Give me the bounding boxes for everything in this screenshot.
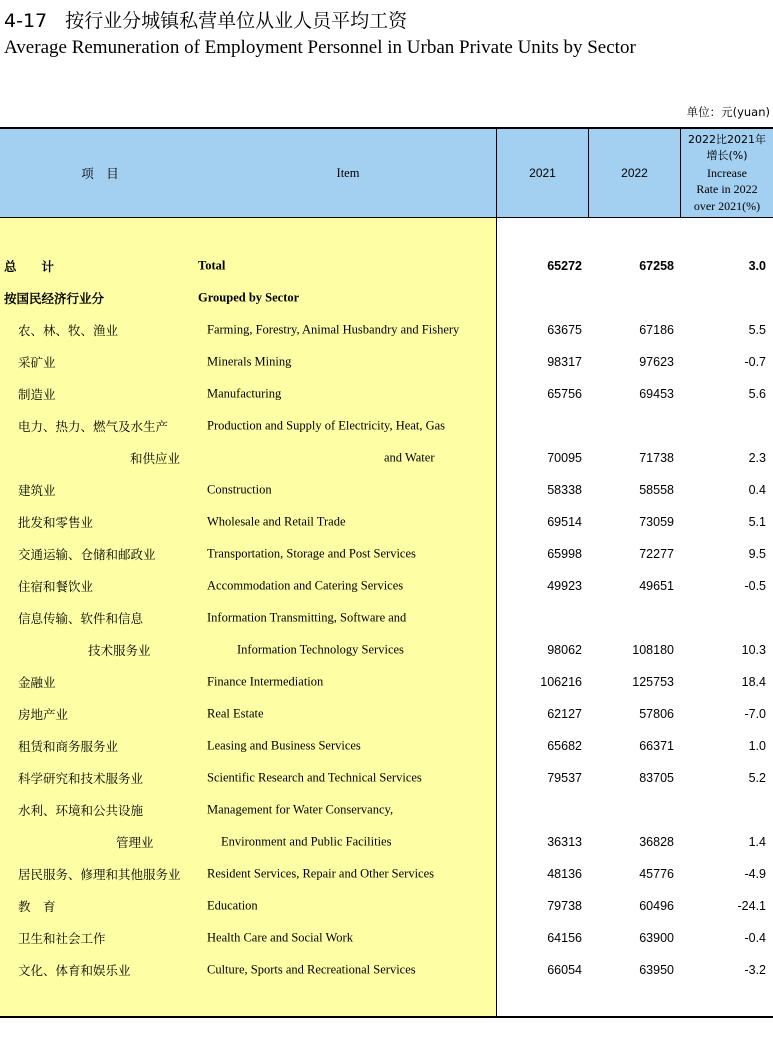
table-row — [0, 890, 773, 922]
row-label-en: Wholesale and Retail Trade — [207, 514, 346, 529]
value-2022: 67258 — [639, 259, 674, 273]
row-label-en: Accommodation and Catering Services — [207, 578, 404, 593]
value-2022: 49651 — [639, 579, 674, 593]
table-row — [0, 410, 773, 442]
value-2022: 57806 — [639, 707, 674, 721]
header-increase-rate — [681, 129, 773, 217]
table-row — [0, 474, 773, 506]
value-2022: 73059 — [639, 515, 674, 529]
row-label-cn: 总 计 — [4, 259, 55, 274]
value-2021: 36313 — [547, 835, 582, 849]
row-label-cn: 农、林、牧、渔业 — [18, 323, 119, 338]
header-rate-en-3: over 2021(%) — [693, 198, 761, 213]
row-label-cn: 信息传输、软件和信息 — [18, 611, 144, 626]
increase-rate: 5.6 — [748, 387, 766, 401]
value-2021: 79537 — [547, 771, 582, 785]
increase-rate: 10.3 — [741, 643, 766, 657]
increase-rate: 1.4 — [748, 835, 766, 849]
value-2022: 45776 — [639, 867, 674, 881]
value-2021: 48136 — [547, 867, 582, 881]
value-2022: 125753 — [632, 675, 674, 689]
row-label-cn: 居民服务、修理和其他服务业 — [18, 867, 181, 882]
unit-label: 单位：元(yuan) — [686, 105, 770, 119]
value-2021: 49923 — [547, 579, 582, 593]
table-title-en: Average Remuneration of Employment Personnel in Urban Private Units by Sector — [4, 37, 636, 58]
row-label-en: Minerals Mining — [207, 354, 292, 369]
value-2021: 65272 — [547, 259, 582, 273]
increase-rate: 18.4 — [741, 675, 766, 689]
row-label-cn: 建筑业 — [18, 483, 56, 498]
table-row — [0, 250, 773, 282]
header-rate-en-2: Rate in 2022 — [696, 182, 758, 197]
table-row — [0, 954, 773, 986]
table-row — [0, 570, 773, 602]
increase-rate: -4.9 — [744, 867, 766, 881]
row-label-en: Manufacturing — [207, 386, 282, 401]
row-label-en: Farming, Forestry, Animal Husbandry and Fishery — [207, 322, 460, 337]
increase-rate: -0.5 — [744, 579, 766, 593]
value-2021: 64156 — [547, 931, 582, 945]
value-2022: 97623 — [639, 355, 674, 369]
value-2021: 65998 — [547, 547, 582, 561]
increase-rate: -0.7 — [744, 355, 766, 369]
row-label-en: Environment and Public Facilities — [221, 834, 392, 849]
bottom-rule — [0, 1016, 773, 1018]
row-label-cn: 电力、热力、燃气及水生产 — [18, 419, 169, 434]
increase-rate: -24.1 — [737, 899, 766, 913]
value-2022: 66371 — [639, 739, 674, 753]
row-label-cn: 批发和零售业 — [18, 515, 94, 530]
row-label-en: Leasing and Business Services — [207, 738, 361, 753]
table-row — [0, 346, 773, 378]
value-2022: 60496 — [639, 899, 674, 913]
value-2022: 72277 — [639, 547, 674, 561]
table-number: 4-17 — [4, 10, 48, 32]
value-2022: 58558 — [639, 483, 674, 497]
row-label-cn: 金融业 — [18, 675, 56, 690]
increase-rate: 5.5 — [748, 323, 766, 337]
increase-rate: 9.5 — [748, 547, 766, 561]
row-label-cn: 文化、体育和娱乐业 — [18, 963, 131, 978]
value-2022: 69453 — [639, 387, 674, 401]
row-label-en: Real Estate — [207, 706, 264, 721]
row-label-cn: 教 育 — [18, 899, 56, 914]
table-row — [0, 922, 773, 954]
value-2022: 83705 — [639, 771, 674, 785]
row-label-cn: 交通运输、仓储和邮政业 — [18, 547, 156, 562]
value-2021: 106216 — [540, 675, 582, 689]
increase-rate: 2.3 — [748, 451, 766, 465]
value-2022: 63900 — [639, 931, 674, 945]
row-label-en: Construction — [207, 482, 272, 497]
row-label-en: Information Technology Services — [237, 642, 404, 657]
row-label-cn: 和供应业 — [130, 451, 181, 466]
increase-rate: 5.1 — [748, 515, 766, 529]
row-label-en: Information Transmitting, Software and — [207, 610, 407, 625]
row-label-en: Resident Services, Repair and Other Services — [207, 866, 435, 881]
table-row — [0, 314, 773, 346]
increase-rate: 5.2 — [748, 771, 766, 785]
value-2021: 66054 — [547, 963, 582, 977]
value-2021: 62127 — [547, 707, 582, 721]
increase-rate: 0.4 — [748, 483, 766, 497]
table-row — [0, 698, 773, 730]
header-2022: 2022 — [621, 166, 648, 180]
increase-rate: -0.4 — [744, 931, 766, 945]
row-label-en: Scientific Research and Technical Services — [207, 770, 422, 785]
value-2021: 98062 — [547, 643, 582, 657]
row-label-cn: 科学研究和技术服务业 — [18, 771, 144, 786]
row-label-en: Finance Intermediation — [207, 674, 324, 689]
table-row — [0, 730, 773, 762]
value-2022: 71738 — [639, 451, 674, 465]
value-2022: 67186 — [639, 323, 674, 337]
increase-rate: 1.0 — [748, 739, 766, 753]
row-label-cn: 卫生和社会工作 — [18, 931, 106, 946]
table-row — [0, 858, 773, 890]
row-label-cn: 制造业 — [18, 387, 56, 402]
header-rate-en-1: Increase — [707, 165, 747, 180]
header-item-en: Item — [336, 165, 360, 180]
table-row — [0, 634, 773, 666]
table-title-cn-text: 按行业分城镇私营单位从业人员平均工资 — [65, 10, 408, 32]
table-row — [0, 762, 773, 794]
table-row — [0, 506, 773, 538]
row-label-en: Total — [198, 258, 226, 273]
table-row — [0, 826, 773, 858]
row-label-en: Culture, Sports and Recreational Services — [207, 962, 416, 977]
row-label-en: Management for Water Conservancy, — [207, 802, 394, 817]
increase-rate: 3.0 — [748, 259, 766, 273]
header-rate-cn: 2022比2021年增长(%) — [688, 132, 766, 163]
row-label-cn: 水利、环境和公共设施 — [18, 803, 144, 818]
value-2021: 79738 — [547, 899, 582, 913]
value-2022: 63950 — [639, 963, 674, 977]
row-label-cn: 管理业 — [116, 835, 154, 850]
row-label-en: Education — [207, 898, 258, 913]
value-2021: 65682 — [547, 739, 582, 753]
header-item-cn: 项 目 — [81, 166, 119, 181]
row-label-cn: 按国民经济行业分 — [4, 291, 105, 306]
row-label-en: and Water — [384, 450, 435, 465]
table-title-cn — [4, 6, 407, 33]
value-2021: 69514 — [547, 515, 582, 529]
header-rule — [0, 217, 773, 218]
value-2022: 108180 — [632, 643, 674, 657]
row-label-cn: 采矿业 — [18, 355, 56, 370]
row-label-en: Grouped by Sector — [198, 290, 300, 305]
value-2021: 98317 — [547, 355, 582, 369]
row-label-cn: 住宿和餐饮业 — [18, 579, 94, 594]
table-row — [0, 666, 773, 698]
value-2021: 65756 — [547, 387, 582, 401]
increase-rate: -3.2 — [744, 963, 766, 977]
table-row — [0, 282, 773, 314]
value-2021: 70095 — [547, 451, 582, 465]
row-label-cn: 租赁和商务服务业 — [18, 739, 119, 754]
value-2021: 58338 — [547, 483, 582, 497]
row-label-en: Health Care and Social Work — [207, 930, 353, 945]
table-row — [0, 378, 773, 410]
row-label-en: Transportation, Storage and Post Services — [207, 546, 416, 561]
value-2021: 63675 — [547, 323, 582, 337]
row-label-en: Production and Supply of Electricity, Heat, Gas — [207, 418, 446, 433]
table-row — [0, 602, 773, 634]
row-label-cn: 房地产业 — [18, 707, 69, 722]
table-row — [0, 794, 773, 826]
table-row — [0, 442, 773, 474]
header-2021: 2021 — [529, 166, 556, 180]
row-label-cn: 技术服务业 — [88, 643, 151, 658]
table-row — [0, 538, 773, 570]
value-2022: 36828 — [639, 835, 674, 849]
increase-rate: -7.0 — [744, 707, 766, 721]
